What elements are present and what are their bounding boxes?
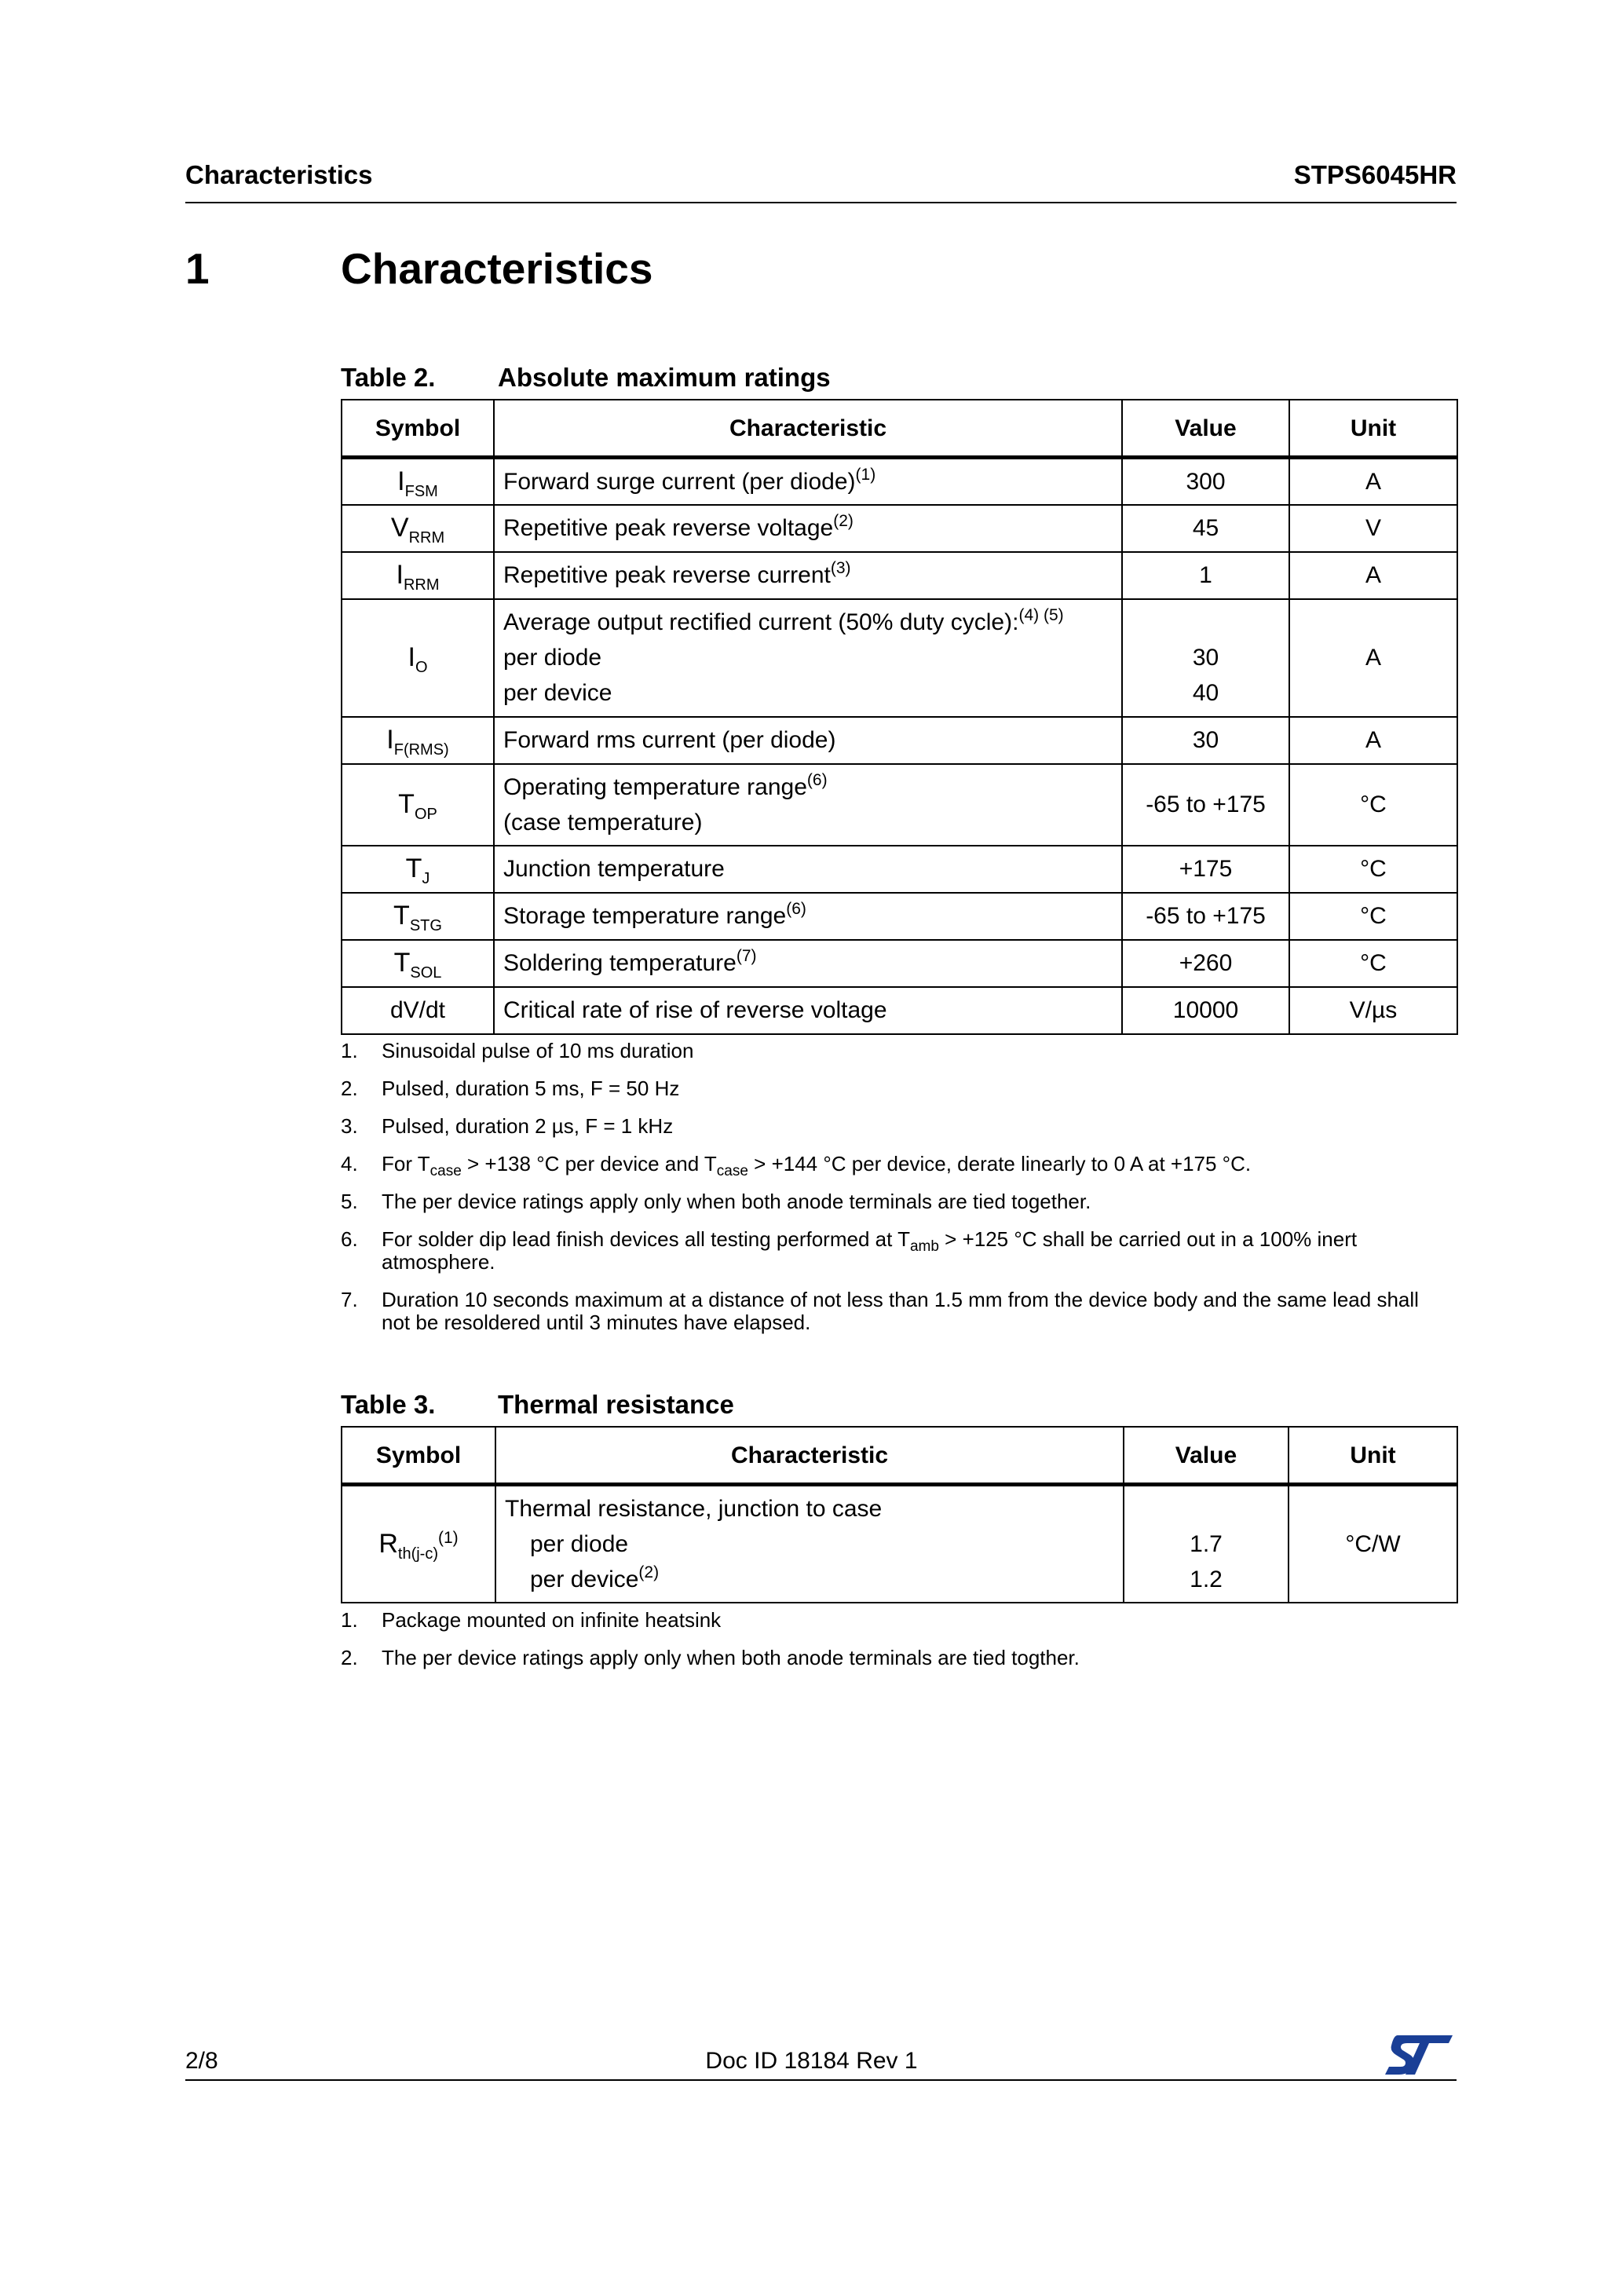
column-header-characteristic: Characteristic — [494, 400, 1122, 458]
footnote: 5. The per device ratings apply only when both anode terminals are tied together. — [341, 1190, 1091, 1213]
characteristic-cell: Soldering temperature$^{(7)}$ — [494, 940, 1122, 987]
table-row — [342, 987, 1457, 1034]
footer-rule — [185, 2079, 1457, 2081]
section-number: 1 — [185, 244, 210, 293]
page-number: 2/8 — [185, 2048, 218, 2074]
table-row — [342, 552, 1457, 599]
unit-cell: °C — [1289, 764, 1457, 846]
table2-caption — [341, 363, 831, 393]
table2-title: Absolute maximum ratings — [498, 363, 831, 392]
value-cell: 1.7 1.2 — [1124, 1485, 1289, 1603]
table2-label: Table 2. — [341, 363, 436, 392]
table-row — [342, 940, 1457, 987]
value-cell: +175 — [1122, 846, 1289, 893]
footnote: 6. For solder dip lead finish devices all testing performed at $T_{amb} > +125$ °C shall be carried out in a 100% inert atmosphere. — [341, 1227, 1358, 1274]
table3-footnotes — [341, 1609, 1424, 1684]
table-row — [342, 764, 1457, 846]
unit-cell: A — [1289, 552, 1457, 599]
thermal-resistance-table — [341, 1426, 1458, 1603]
footnote: 2. Pulsed, duration 5 ms, F = 50 Hz — [341, 1077, 680, 1100]
footnote: 2. The per device ratings apply only when both anode terminals are tied togther. — [341, 1646, 1080, 1669]
characteristic-cell: Thermal resistance, junction to case per diode per device$^{(2)}$ — [495, 1485, 1124, 1603]
table-header-row — [342, 400, 1457, 458]
running-header-part-number: STPS6045HR — [1293, 160, 1457, 189]
characteristic-cell: Forward rms current (per diode) — [494, 717, 1122, 764]
value-cell: 1 — [1122, 552, 1289, 599]
absolute-maximum-ratings-table — [341, 399, 1458, 1035]
footnote: 1. Sinusoidal pulse of 10 ms duration — [341, 1039, 694, 1062]
characteristic-cell: Repetitive peak reverse current$^{(3)}$ — [494, 552, 1122, 599]
table-row — [342, 458, 1457, 505]
table-row — [342, 717, 1457, 764]
characteristic-cell: Repetitive peak reverse voltage$^{(2)}$ — [494, 505, 1122, 552]
symbol-cell: $T_{STG}$ — [342, 893, 494, 940]
st-logo-icon — [1384, 2034, 1454, 2076]
table3-title: Thermal resistance — [498, 1390, 734, 1419]
unit-cell: °C — [1289, 893, 1457, 940]
characteristic-cell: Average output rectified current (50% duty cycle):$^{(4) (5)}$ per diode per device — [494, 599, 1122, 717]
table-row — [342, 846, 1457, 893]
symbol-cell: $I_{F(RMS)}$ — [342, 717, 494, 764]
footnote: 3. Pulsed, duration 2 µs, F = 1 kHz — [341, 1114, 674, 1138]
value-cell: -65 to +175 — [1122, 764, 1289, 846]
symbol-cell: $T_{OP}$ — [342, 764, 494, 846]
table3-caption — [341, 1390, 734, 1420]
unit-cell: V/µs — [1289, 987, 1457, 1034]
footnote: 4. For $T_{case} > +138$ °C per device and $T_{case} > +144$ °C per device, derate linearly to 0 A at +175 °C. — [341, 1152, 1252, 1179]
symbol-cell: $T_{SOL}$ — [342, 940, 494, 987]
table-row — [342, 1485, 1457, 1603]
value-cell: 45 — [1122, 505, 1289, 552]
document-id: Doc ID 18184 Rev 1 — [705, 2048, 918, 2074]
column-header-value: Value — [1122, 400, 1289, 458]
unit-cell: °C/W — [1289, 1485, 1457, 1603]
characteristic-cell: Junction temperature — [494, 846, 1122, 893]
characteristic-cell: Critical rate of rise of reverse voltage — [494, 987, 1122, 1034]
unit-cell: °C — [1289, 940, 1457, 987]
characteristic-cell: Forward surge current (per diode)$^{(1)}$ — [494, 458, 1122, 505]
unit-cell: °C — [1289, 846, 1457, 893]
unit-cell: A — [1289, 458, 1457, 505]
column-header-unit: Unit — [1289, 400, 1457, 458]
section-title: Characteristics — [341, 244, 653, 293]
symbol-cell: $I_O$ — [342, 599, 494, 717]
header-rule — [185, 202, 1457, 203]
table3-label: Table 3. — [341, 1390, 436, 1419]
table-row — [342, 505, 1457, 552]
unit-cell: A — [1289, 717, 1457, 764]
value-cell: 30 — [1122, 717, 1289, 764]
table-row — [342, 599, 1457, 717]
table2-footnotes — [341, 1040, 1424, 1349]
footnote: 7. Duration 10 seconds maximum at a distance of not less than 1.5 mm from the device body and the same lead shall not be resoldered until 3 minutes have elapsed. — [341, 1288, 1419, 1334]
value-cell: -65 to +175 — [1122, 893, 1289, 940]
characteristic-cell: Storage temperature range$^{(6)}$ — [494, 893, 1122, 940]
symbol-cell: $T_J$ — [342, 846, 494, 893]
column-header-characteristic: Characteristic — [495, 1427, 1124, 1485]
symbol-cell: $I_{FSM}$ — [342, 458, 494, 505]
column-header-value: Value — [1124, 1427, 1289, 1485]
running-header-section: Characteristics — [185, 160, 373, 189]
characteristic-cell: Operating temperature range$^{(6)}$ (case temperature) — [494, 764, 1122, 846]
column-header-symbol: Symbol — [342, 400, 494, 458]
symbol-cell: dV/dt — [342, 987, 494, 1034]
value-cell: 30 40 — [1122, 599, 1289, 717]
footnote: 1. Package mounted on infinite heatsink — [341, 1608, 722, 1632]
unit-cell: A — [1289, 599, 1457, 717]
value-cell: 300 — [1122, 458, 1289, 505]
table-header-row — [342, 1427, 1457, 1485]
column-header-unit: Unit — [1289, 1427, 1457, 1485]
unit-cell: V — [1289, 505, 1457, 552]
table-row — [342, 893, 1457, 940]
symbol-cell: $I_{RRM}$ — [342, 552, 494, 599]
value-cell: +260 — [1122, 940, 1289, 987]
symbol-cell: $V_{RRM}$ — [342, 505, 494, 552]
symbol-cell: $R_{th(j-c)}^{(1)}$ — [342, 1485, 495, 1603]
column-header-symbol: Symbol — [342, 1427, 495, 1485]
value-cell: 10000 — [1122, 987, 1289, 1034]
